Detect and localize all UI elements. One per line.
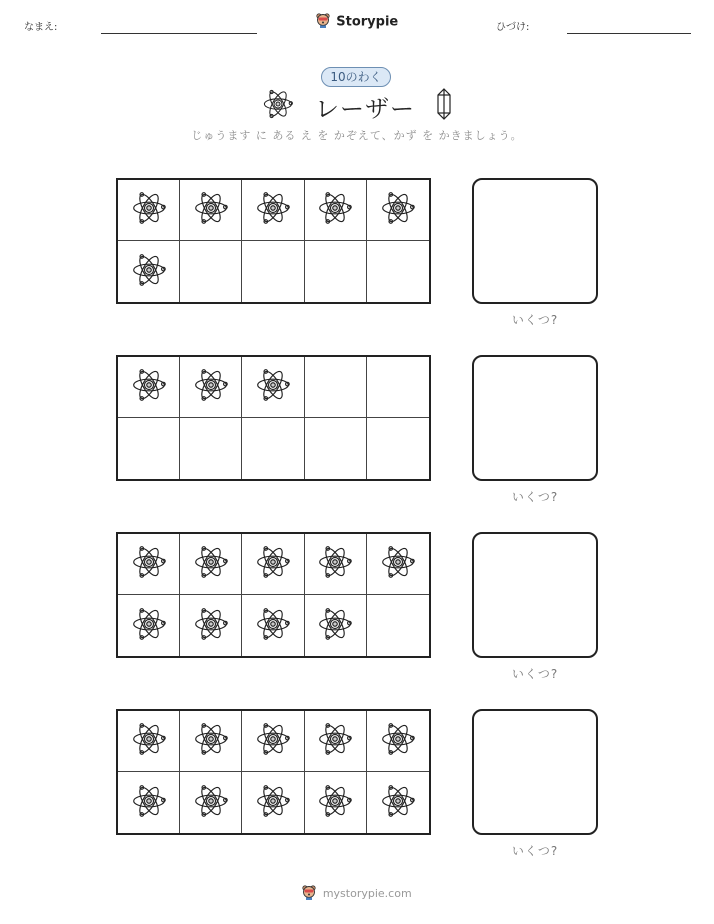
ten-frame-cell <box>305 418 367 479</box>
atom-icon <box>193 721 229 761</box>
ten-frame-cell <box>118 711 180 772</box>
atom-icon <box>317 544 353 584</box>
ten-frame-cell <box>305 241 367 302</box>
ten-frame-cell <box>367 357 429 418</box>
name-line[interactable] <box>101 33 257 34</box>
atom-icon <box>255 544 291 584</box>
answer-box[interactable] <box>472 178 598 304</box>
ten-frame-cell <box>118 180 180 241</box>
atom-icon <box>255 783 291 823</box>
ten-frame-cell <box>367 772 429 833</box>
atom-icon <box>131 721 167 761</box>
atom-icon <box>131 190 167 230</box>
atom-icon <box>255 606 291 646</box>
ten-frame-cell <box>367 595 429 656</box>
ten-frame-cell <box>118 595 180 656</box>
ten-frame-cell <box>305 711 367 772</box>
ten-frame-cell <box>180 241 242 302</box>
ten-frame-cell <box>242 534 304 595</box>
atom-icon <box>193 783 229 823</box>
ten-frame-cell <box>367 418 429 479</box>
atom-icon <box>131 367 167 407</box>
ten-frame <box>116 178 431 304</box>
bear-logo-icon <box>302 884 316 903</box>
answer-box[interactable] <box>472 355 598 481</box>
crystal-icon <box>436 88 452 124</box>
answer-label: いくつ? <box>511 844 559 858</box>
ten-frame-cell <box>118 241 180 302</box>
ten-frame-cell <box>242 241 304 302</box>
atom-icon <box>193 367 229 407</box>
ten-frame-cell <box>242 418 304 479</box>
ten-frame-cell <box>242 357 304 418</box>
atom-icon <box>262 88 294 124</box>
date-label: ひづけ: <box>496 22 530 33</box>
ten-frame-cell <box>242 711 304 772</box>
ten-frame-cell <box>242 180 304 241</box>
atom-icon <box>131 252 167 292</box>
answer-label: いくつ? <box>511 490 559 504</box>
ten-frame-cell <box>180 711 242 772</box>
atom-icon <box>255 367 291 407</box>
ten-frame-badge: 10のわく <box>321 67 391 87</box>
ten-frame-cell <box>118 772 180 833</box>
ten-frame <box>116 709 431 835</box>
atom-icon <box>317 721 353 761</box>
answer-box[interactable] <box>472 709 598 835</box>
atom-icon <box>131 783 167 823</box>
ten-frame-cell <box>180 595 242 656</box>
answer-label: いくつ? <box>511 667 559 681</box>
answer-box[interactable] <box>472 532 598 658</box>
answer-label: いくつ? <box>511 313 559 327</box>
name-label: なまえ: <box>24 22 58 33</box>
ten-frame-cell <box>180 357 242 418</box>
ten-frame-cell <box>180 180 242 241</box>
ten-frame-cell <box>305 534 367 595</box>
ten-frame-cell <box>305 180 367 241</box>
atom-icon <box>255 721 291 761</box>
atom-icon <box>193 544 229 584</box>
ten-frame-cell <box>305 595 367 656</box>
ten-frame-cell <box>118 357 180 418</box>
ten-frame-cell <box>367 711 429 772</box>
brand-logo <box>0 12 714 32</box>
atom-icon <box>317 190 353 230</box>
instruction-text: じゅうます に ある え を かぞえて、かず を かきましょう。 <box>191 129 523 142</box>
worksheet-title: レーザー <box>315 94 415 123</box>
ten-frame-cell <box>242 595 304 656</box>
atom-icon <box>317 606 353 646</box>
ten-frame-cell <box>305 357 367 418</box>
atom-icon <box>255 190 291 230</box>
ten-frame-cell <box>305 772 367 833</box>
footer-url[interactable]: mystorypie.com <box>322 887 412 900</box>
ten-frame-cell <box>180 534 242 595</box>
atom-icon <box>193 606 229 646</box>
ten-frame <box>116 355 431 481</box>
atom-icon <box>193 190 229 230</box>
ten-frame-cell <box>118 418 180 479</box>
ten-frame-cell <box>367 241 429 302</box>
ten-frame-cell <box>118 534 180 595</box>
ten-frame <box>116 532 431 658</box>
footer <box>0 884 714 903</box>
atom-icon <box>317 783 353 823</box>
atom-icon <box>131 606 167 646</box>
bear-logo-icon <box>316 12 330 32</box>
date-line[interactable] <box>567 33 691 34</box>
atom-icon <box>131 544 167 584</box>
atom-icon <box>380 190 416 230</box>
ten-frame-cell <box>180 772 242 833</box>
ten-frame-cell <box>367 534 429 595</box>
atom-icon <box>380 544 416 584</box>
atom-icon <box>380 721 416 761</box>
ten-frame-cell <box>367 180 429 241</box>
brand-name: Storypie <box>336 14 399 30</box>
title-row <box>0 88 714 128</box>
atom-icon <box>380 783 416 823</box>
ten-frame-cell <box>180 418 242 479</box>
ten-frame-cell <box>242 772 304 833</box>
